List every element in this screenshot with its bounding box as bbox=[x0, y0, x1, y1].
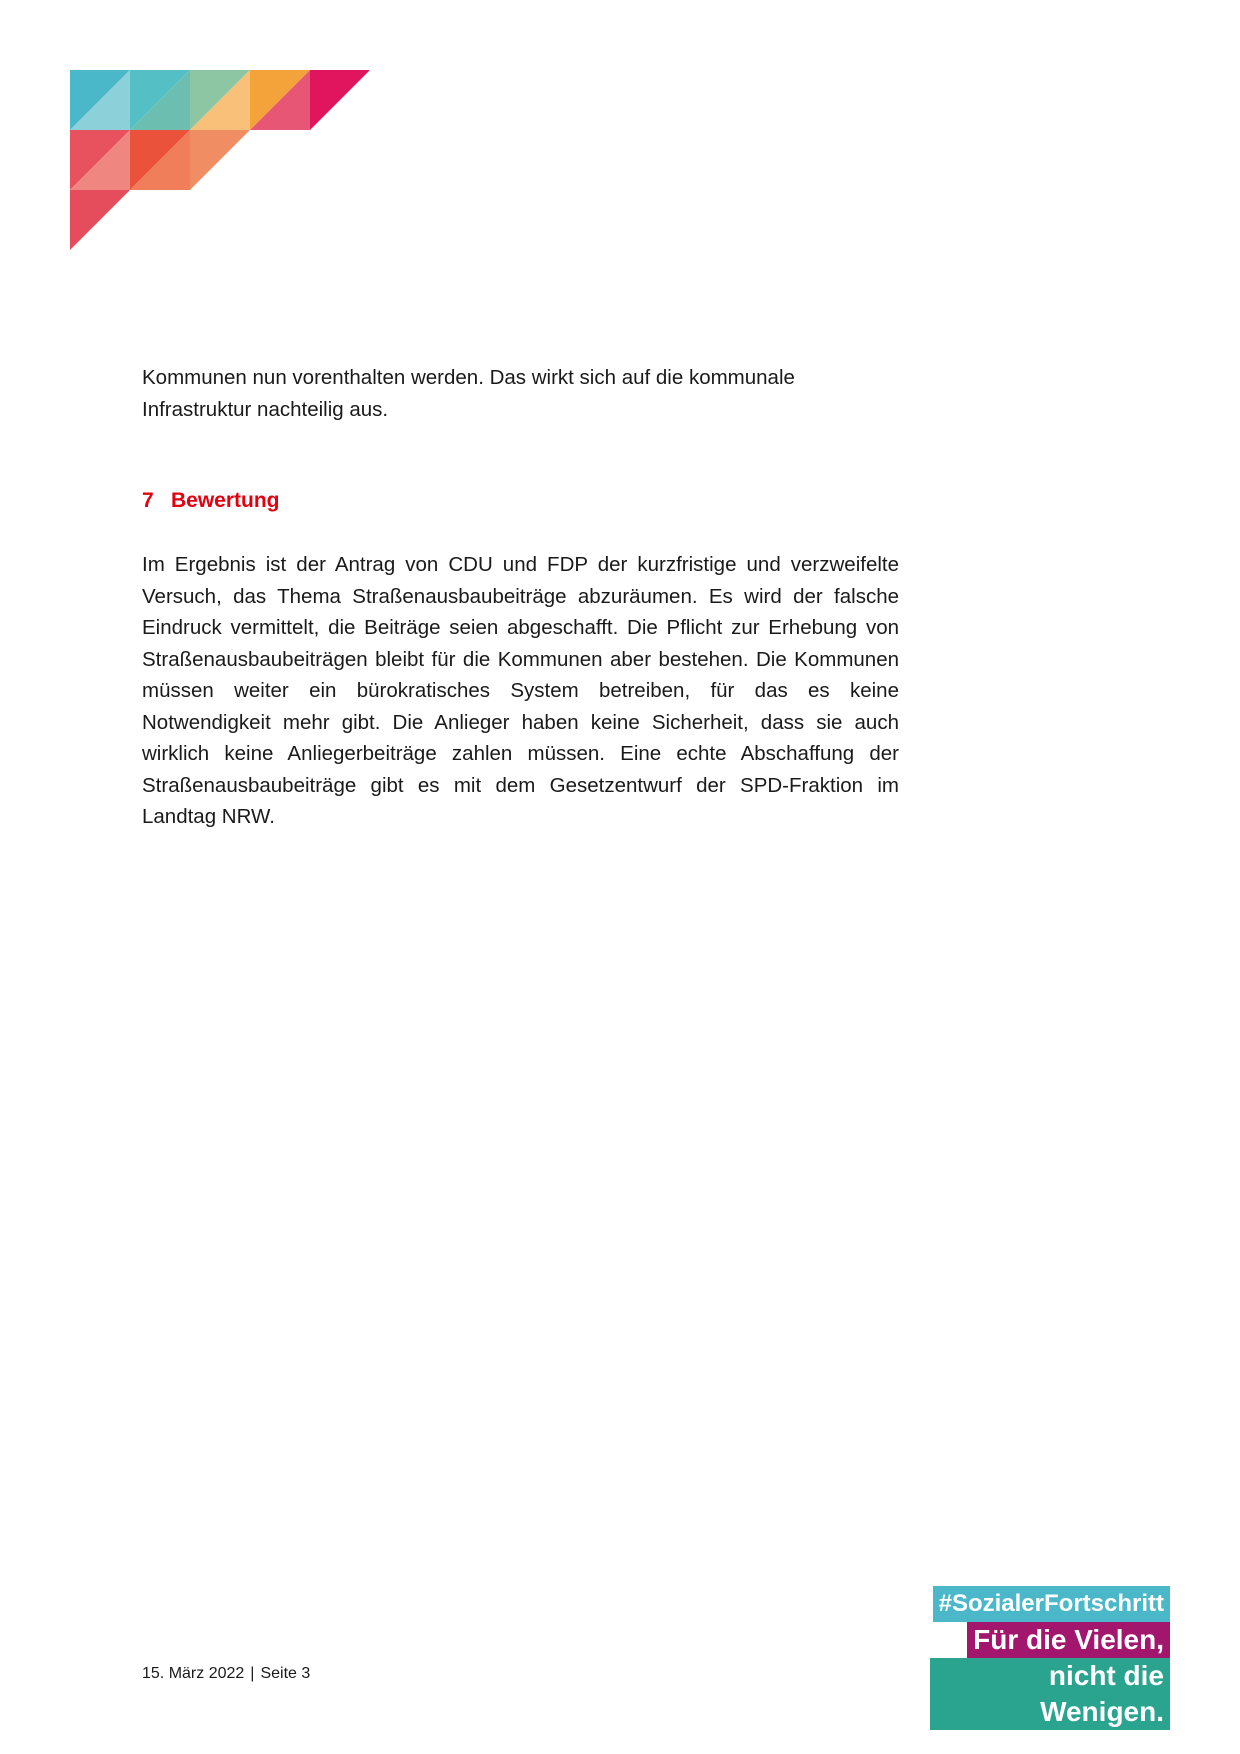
footer-date: 15. März 2022 bbox=[142, 1665, 245, 1682]
slogan-line-1 bbox=[930, 1586, 1170, 1622]
section-heading bbox=[142, 485, 899, 517]
document-body bbox=[142, 362, 899, 833]
body-paragraph: Im Ergebnis ist der Antrag von CDU und FDP der kurzfristige und verzweifelte Versuch, das Thema Straßenausbaubeiträge abzuräumen. Es wird der falsche Eindruck vermittelt, die Beiträge seien abgeschafft. Die Pflicht zur Erhebung von Straßenausbaubeiträgen bleibt für die Kommunen aber bestehen. Die Kommunen müssen weiter ein bürokratisches System betreiben, für das es keine Notwendigkeit mehr gibt. Die Anlieger haben keine Sicherheit, dass sie auch wirklich keine Anliegerbeiträge zahlen müssen. Eine echte Abschaffung der Straßenausbaubeiträge gibt es mit dem Gesetzentwurf der SPD-Fraktion im Landtag NRW. bbox=[142, 553, 899, 828]
slogan-line-3 bbox=[930, 1658, 1170, 1727]
intro-paragraph: Kommunen nun vorenthalten werden. Das wirkt sich auf die kommunale Infrastruktur nachteilig aus. bbox=[142, 366, 795, 421]
slogan-text-2: nicht die Wenigen. bbox=[930, 1658, 1170, 1730]
triangle-logo-graphic bbox=[70, 70, 370, 252]
page-footer bbox=[142, 1665, 310, 1683]
campaign-slogan-logo bbox=[930, 1586, 1170, 1727]
slogan-line-2 bbox=[930, 1622, 1170, 1658]
footer-separator: | bbox=[250, 1665, 255, 1682]
section-number: 7 bbox=[142, 489, 154, 512]
triangle-logo bbox=[70, 70, 370, 257]
slogan-text-1: Für die Vielen, bbox=[967, 1622, 1170, 1658]
section-title: Bewertung bbox=[171, 489, 280, 512]
footer-page-number: Seite 3 bbox=[260, 1665, 311, 1682]
slogan-hashtag: #SozialerFortschritt bbox=[933, 1586, 1170, 1622]
